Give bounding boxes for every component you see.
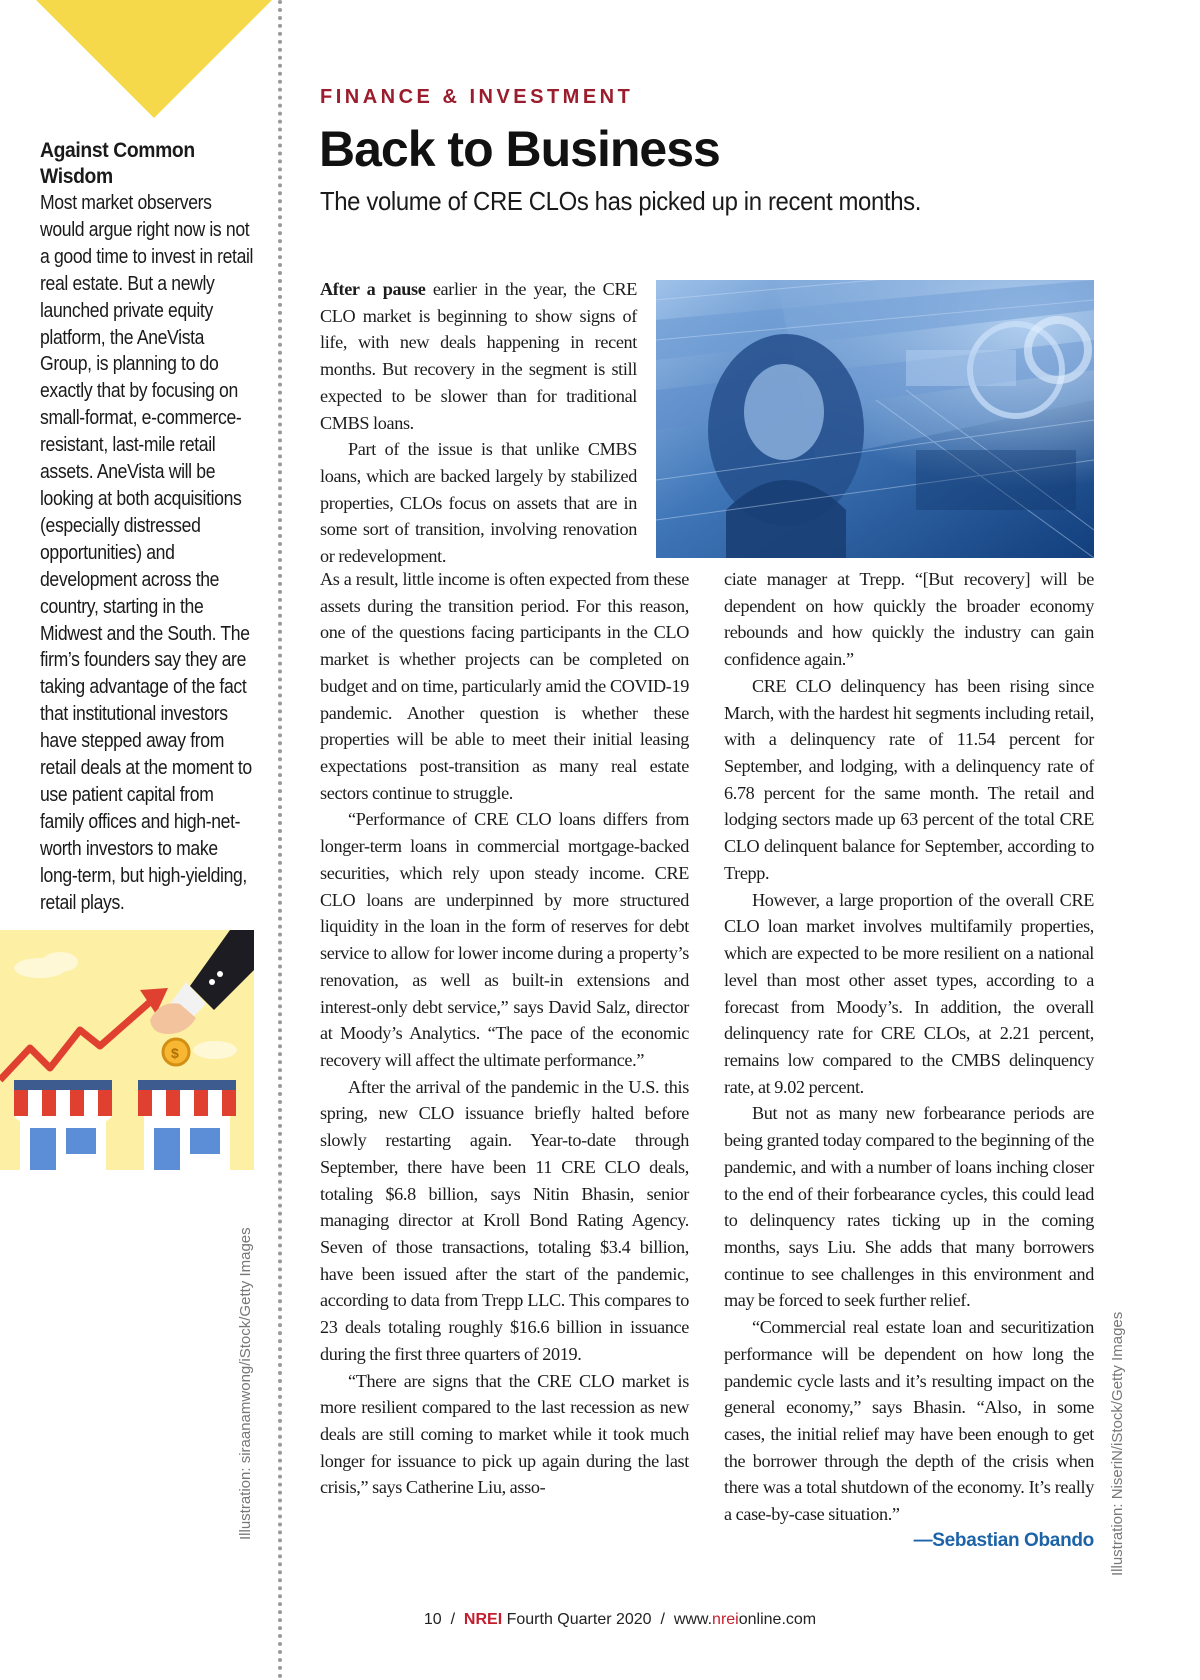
sidebar: [40, 138, 256, 916]
left-illustration-credit: Illustration: siraanamwong/iStock/Getty Images: [237, 1227, 254, 1540]
currency-photo: [656, 280, 1094, 558]
website-link-brand: nrei: [712, 1611, 739, 1628]
page-footer: [0, 1611, 1200, 1629]
article-column-1-top: [320, 276, 637, 570]
svg-text:$: $: [171, 1045, 179, 1061]
paragraph-5-part-b: ciate manager at Trepp. “[But recovery] will be dependent on how quickly the broader economy rebounds and how quickly the industry can gain confidence again.”: [724, 569, 1094, 670]
paragraph-7: However, a large proportion of the overall CRE CLO loan market involves multifamily properties, which are expected to be more resilient on a national level than most other asset types, according to a forecast from Moody’s. In addition, the overall delinquency rate for CRE CLOs, at 2.21 percent, remains low compared to the CMBS delinquency rate, at 9.02 percent.: [724, 889, 1094, 1097]
paragraph-9-text: “Commercial real estate loan and securitization performance will be dependent on how long the pandemic cycle lasts and it’s resulting impact on the general economy,” says Bhasin. “Also, in some cases, the initial relief may have been enough to get the borrower through the depth of the crisis when there was a total shutdown of the economy. It’s really a case-by-case situation.”: [724, 1317, 1094, 1525]
section-kicker: FINANCE & INVESTMENT: [320, 86, 634, 108]
footer-separator: /: [660, 1611, 665, 1628]
sidebar-body: Most market observers would argue right now is not a good time to invest in retail real estate. But a newly launched private equity platform, the AneVista Group, is planning to do exactly that by focusing on small-format, e-commerce-resistant, last-mile retail assets. AneVista will be looking at both acquisitions (especially distressed opportunities) and development across the country, starting in the Midwest and the South. The firm’s founders say they are taking advantage of the fact that institutional investors have stepped away from retail deals at the moment to use patient capital from family offices and high-net-worth investors to make long-term, but high-yielding, retail plays.: [40, 192, 254, 914]
article-dek: The volume of CRE CLOs has picked up in recent months.: [320, 186, 922, 216]
sidebar-heading: Against Common Wisdom: [40, 139, 195, 188]
author-byline: —Sebastian Obando: [913, 1529, 1094, 1551]
website-link[interactable]: [674, 1611, 816, 1628]
paragraph-4: After the arrival of the pandemic in the U.S. this spring, new CLO issuance briefly halted before slowly restarting again. Year-to-date through September, there have been 11 CRE CLO deals, totaling $6.8 billion, says Nitin Bhasin, senior managing director at Kroll Bond Rating Agency. Seven of those transactions, totaling $3.4 billion, have been issued after the start of the pandemic, according to data from Trepp LLC. This compares to 23 deals totaling roughly $16.6 billion in issuance during the first three quarters of 2019.: [320, 1076, 689, 1364]
paragraph-3: “Performance of CRE CLO loans differs from longer-term loans in commercial mortgage-backed securities, which rely upon steady income. CRE CLO loans are underpinned by more structured liquidity in the loan in the form of reserves for debt service to allow for lower income during a property’s renovation, as well as built-in extensions and interest-only debt service,” says David Salz, director at Moody’s Analytics. “The pace of the economic recovery will affect the ultimate performance.”: [320, 809, 689, 1070]
paragraph-2-part-a: Part of the issue is that unlike CMBS loans, which are backed largely by stabilized properties, CLOs focus on assets that are in some sort of transition, involving renovation or redevelopment.: [320, 439, 637, 567]
issue-label: Fourth Quarter 2020: [506, 1611, 652, 1628]
paragraph-1: [320, 276, 637, 436]
website-link-prefix: www.: [673, 1611, 713, 1628]
page-number: 10: [423, 1611, 442, 1628]
paragraph-9: [724, 1314, 1094, 1551]
website-link-suffix: online.com: [738, 1611, 817, 1628]
article-column-2: [724, 566, 1094, 1555]
publication-brand: NREI: [463, 1611, 503, 1628]
paragraph-8: But not as many new forbearance periods are being granted today compared to the beginning of the pandemic, and with a number of loans inching closer to the end of their forbearance cycles, this could lead to delinquency rates ticking up in the coming months, says Liu. She adds that many borrowers continue to see challenges in this environment and may be forced to seek further relief.: [724, 1103, 1094, 1311]
footer-separator: /: [450, 1611, 456, 1628]
retail-illustration: [0, 930, 254, 1170]
article-column-1-bottom: [320, 566, 689, 1501]
article-headline: Back to Business: [319, 121, 720, 177]
paragraph-5-part-a: “There are signs that the CRE CLO market is more resilient compared to the last recession as new deals are still coming to market while it took much longer for issuance to pick up again during the last crisis,” says Catherine Liu, asso-: [320, 1370, 689, 1498]
photo-credit: Illustration: NiseriN/iStock/Getty Images: [1109, 1311, 1126, 1576]
paragraph-6: CRE CLO delinquency has been rising since March, with the hardest hit segments including retail, with a delinquency rate of 11.54 percent for September, and lodging, with a delinquency rate of 6.78 percent for the same month. The retail and lodging sectors made up 63 percent of the total CRE CLO delinquent balance for September, according to Trepp.: [724, 675, 1094, 883]
paragraph-2-part-b: As a result, little income is often expected from these assets during the transition period. For this reason, one of the questions facing participants in the CLO market is whether projects can be completed on budget and on time, particularly amid the COVID-19 pandemic. Another question is whether these properties will be able to meet their initial leasing expectations post-transition as many real estate sectors continue to struggle.: [320, 569, 689, 803]
decorative-triangle: [36, 0, 272, 118]
column-divider: [278, 0, 282, 1680]
paragraph-1-text: earlier in the year, the CRE CLO market is beginning to show signs of life, with new deals happening in recent months. But recovery in the segment is still expected to be slower than for traditional CMBS loans.: [320, 279, 638, 433]
lead-in: After a pause: [320, 279, 426, 299]
